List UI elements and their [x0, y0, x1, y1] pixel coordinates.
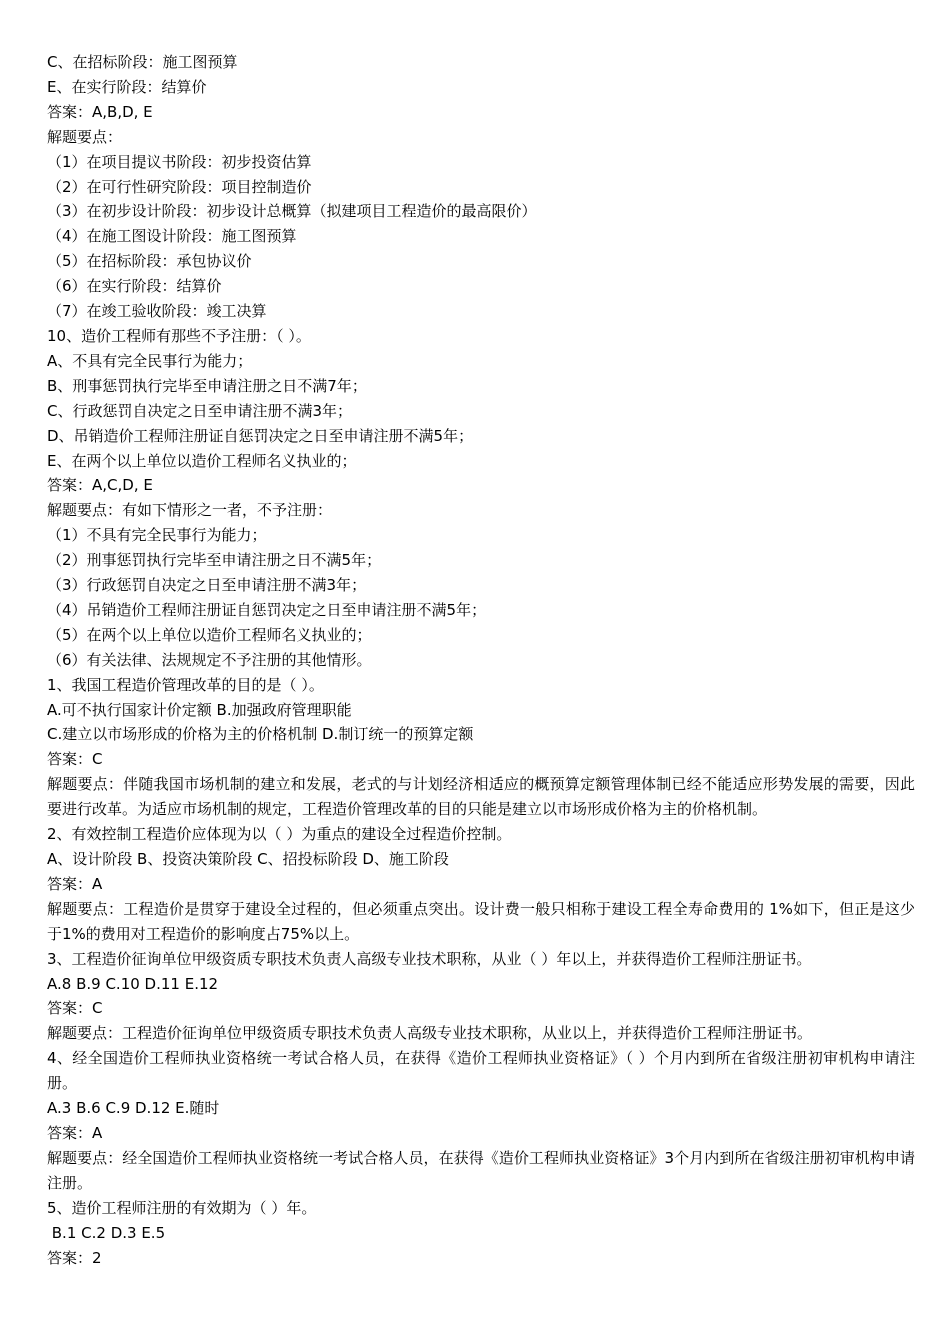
text-line: 答案：A: [47, 874, 103, 893]
text-line: 10、造价工程师有那些不予注册：（ ）。: [47, 326, 311, 345]
text-line: 3、工程造价征询单位甲级资质专职技术负责人高级专业技术职称，从业（ ）年以上，并获得造价工程师注册证书。: [47, 949, 812, 968]
text-line: （3）行政惩罚自决定之日至申请注册不满3年；: [47, 576, 367, 595]
text-line: （3）在初步设计阶段：初步设计总概算（拟建项目工程造价的最高限价）: [47, 202, 537, 221]
text-line: （5）在招标阶段：承包协议价: [47, 252, 252, 271]
text-line: 2、有效控制工程造价应体现为以（ ）为重点的建设全过程造价控制。: [47, 825, 512, 844]
text-line: （4）在施工图设计阶段：施工图预算: [47, 227, 297, 246]
text-line: （1）不具有完全民事行为能力；: [47, 526, 267, 545]
text-line: 解题要点：工程造价征询单位甲级资质专职技术负责人高级专业技术职称，从业以上，并获得造价工程师注册证书。: [47, 1024, 813, 1043]
text-line: A.8 B.9 C.10 D.11 E.12: [47, 974, 219, 993]
text-line: （6）在实行阶段：结算价: [47, 277, 222, 296]
text-line: B、刑事惩罚执行完毕至申请注册之日不满7年；: [47, 376, 367, 395]
text-line: C、行政惩罚自决定之日至申请注册不满3年；: [47, 401, 353, 420]
text-line: 5、造价工程师注册的有效期为（ ）年。: [47, 1198, 317, 1217]
text-line: C.建立以市场形成的价格为主的价格机制 D.制订统一的预算定额: [47, 725, 474, 744]
text-line: 解题要点：有如下情形之一者，不予注册：: [47, 501, 333, 520]
text-line: 答案：C: [47, 999, 103, 1018]
text-line: A.3 B.6 C.9 D.12 E.随时: [47, 1099, 220, 1118]
text-line: D、吊销造价工程师注册证自惩罚决定之日至申请注册不满5年；: [47, 426, 474, 445]
text-line: C、在招标阶段：施工图预算: [47, 53, 238, 71]
text-line: E、在实行阶段：结算价: [47, 77, 207, 96]
text-line: 1、我国工程造价管理改革的目的是（ ）。: [47, 675, 324, 694]
text-line: （5）在两个以上单位以造价工程师名义执业的；: [47, 625, 372, 644]
text-line: E、在两个以上单位以造价工程师名义执业的；: [47, 451, 357, 470]
text-line: B.1 C.2 D.3 E.5: [47, 1223, 166, 1242]
text-line: （2）在可行性研究阶段：项目控制造价: [47, 177, 312, 196]
text-paragraph: 4、经全国造价工程师执业资格统一考试合格人员，在获得《造价工程师执业资格证》（ ）个月内到所在省级注册初审机构申请注册。: [47, 1049, 915, 1093]
text-line: 解题要点：: [47, 127, 123, 146]
text-line: 答案：A: [47, 1123, 103, 1142]
text-paragraph: 解题要点：伴随我国市场机制的建立和发展，老式的与计划经济相适应的概预算定额管理体制已经不能适应形势发展的需要，因此要进行改革。为适应市场机制的规定，工程造价管理改革的目的只能是建立以市场形成价格为主的价格机制。: [47, 775, 915, 819]
text-paragraph: 解题要点：工程造价是贯穿于建设全过程的，但必须重点突出。设计费一般只相称于建设工程全寿命费用的 1%如下，但正是这少于1%的费用对工程造价的影响度占75%以上。: [47, 899, 915, 943]
text-line: 答案：C: [47, 750, 103, 769]
text-line: （2）刑事惩罚执行完毕至申请注册之日不满5年；: [47, 551, 382, 570]
text-line: A、设计阶段 B、投资决策阶段 C、招投标阶段 D、施工阶段: [47, 850, 449, 868]
text-line: 答案：A,B,D, E: [47, 102, 153, 121]
text-line: （7）在竣工验收阶段：竣工决算: [47, 302, 267, 321]
text-line: A.可不执行国家计价定额 B.加强政府管理职能: [47, 700, 352, 719]
text-line: 答案：2: [47, 1248, 102, 1267]
text-line: （6）有关法律、法规规定不予注册的其他情形。: [47, 650, 372, 669]
text-paragraph: 解题要点：经全国造价工程师执业资格统一考试合格人员，在获得《造价工程师执业资格证》3个月内到所在省级注册初审机构申请注册。: [47, 1148, 915, 1192]
text-line: （4）吊销造价工程师注册证自惩罚决定之日至申请注册不满5年；: [47, 600, 487, 619]
text-line: 答案：A,C,D, E: [47, 476, 153, 495]
document-page: [47, 50, 915, 1270]
text-line: A、不具有完全民事行为能力；: [47, 351, 253, 370]
text-line: （1）在项目提议书阶段：初步投资估算: [47, 152, 312, 171]
